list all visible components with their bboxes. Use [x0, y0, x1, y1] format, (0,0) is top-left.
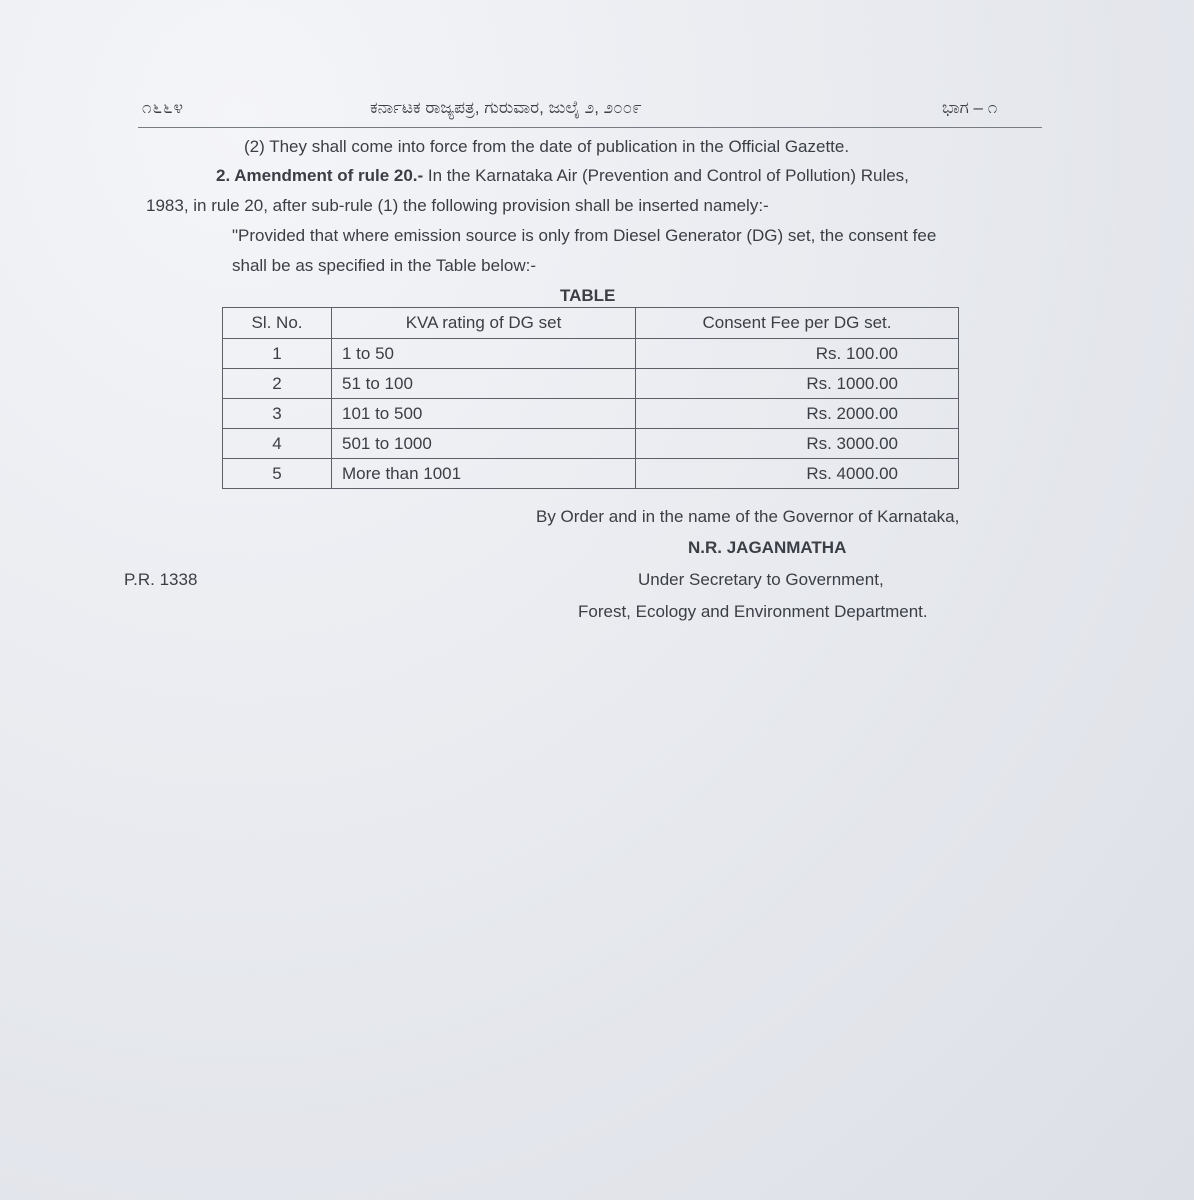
table-row	[223, 429, 959, 459]
amendment-text-continued: 1983, in rule 20, after sub-rule (1) the following provision shall be inserted namely:-	[146, 196, 769, 215]
header-sl-no: Sl. No.	[223, 308, 332, 339]
proviso-text-continued: shall be as specified in the Table below:-	[232, 256, 536, 275]
cell-sl-no: 5	[223, 459, 332, 489]
signatory-name: N.R. JAGANMATHA	[688, 538, 847, 557]
table-header-row	[223, 308, 959, 339]
table-row	[223, 369, 959, 399]
clause-commencement: (2) They shall come into force from the date of publication in the Official Gazette.	[244, 137, 850, 156]
cell-consent-fee: Rs. 100.00	[636, 339, 959, 369]
signatory-department: Forest, Ecology and Environment Department.	[578, 602, 928, 621]
cell-consent-fee: Rs. 1000.00	[636, 369, 959, 399]
amendment-text: In the Karnataka Air (Prevention and Control of Pollution) Rules,	[423, 166, 909, 185]
header-part-label: ಭಾಗ – ೧	[942, 98, 998, 117]
cell-consent-fee: Rs. 4000.00	[636, 459, 959, 489]
header-kva-rating: KVA rating of DG set	[332, 308, 636, 339]
table-row	[223, 399, 959, 429]
consent-fee-table	[222, 307, 959, 489]
signatory-designation: Under Secretary to Government,	[638, 570, 884, 589]
header-consent-fee: Consent Fee per DG set.	[636, 308, 959, 339]
pr-number: P.R. 1338	[124, 570, 198, 589]
cell-consent-fee: Rs. 3000.00	[636, 429, 959, 459]
cell-kva-rating: 1 to 50	[332, 339, 636, 369]
table-title: TABLE	[560, 286, 616, 305]
header-gazette-title: ಕರ್ನಾಟಕ ರಾಜ್ಯಪತ್ರ, ಗುರುವಾರ, ಜುಲೈ ೨, ೨೦೦೯	[370, 98, 642, 117]
proviso-text: "Provided that where emission source is only from Diesel Generator (DG) set, the consent fee	[232, 226, 937, 245]
cell-sl-no: 4	[223, 429, 332, 459]
cell-sl-no: 3	[223, 399, 332, 429]
cell-kva-rating: 501 to 1000	[332, 429, 636, 459]
cell-kva-rating: 101 to 500	[332, 399, 636, 429]
cell-kva-rating: 51 to 100	[332, 369, 636, 399]
cell-kva-rating: More than 1001	[332, 459, 636, 489]
table-row	[223, 339, 959, 369]
cell-sl-no: 1	[223, 339, 332, 369]
cell-consent-fee: Rs. 2000.00	[636, 399, 959, 429]
amendment-heading: 2. Amendment of rule 20.-	[216, 166, 424, 185]
header-page-number: ೧೬೬೪	[142, 98, 185, 117]
amendment-heading-line	[216, 166, 909, 186]
header-divider	[138, 127, 1042, 128]
order-line: By Order and in the name of the Governor of Karnataka,	[536, 507, 960, 526]
table-row	[223, 459, 959, 489]
cell-sl-no: 2	[223, 369, 332, 399]
